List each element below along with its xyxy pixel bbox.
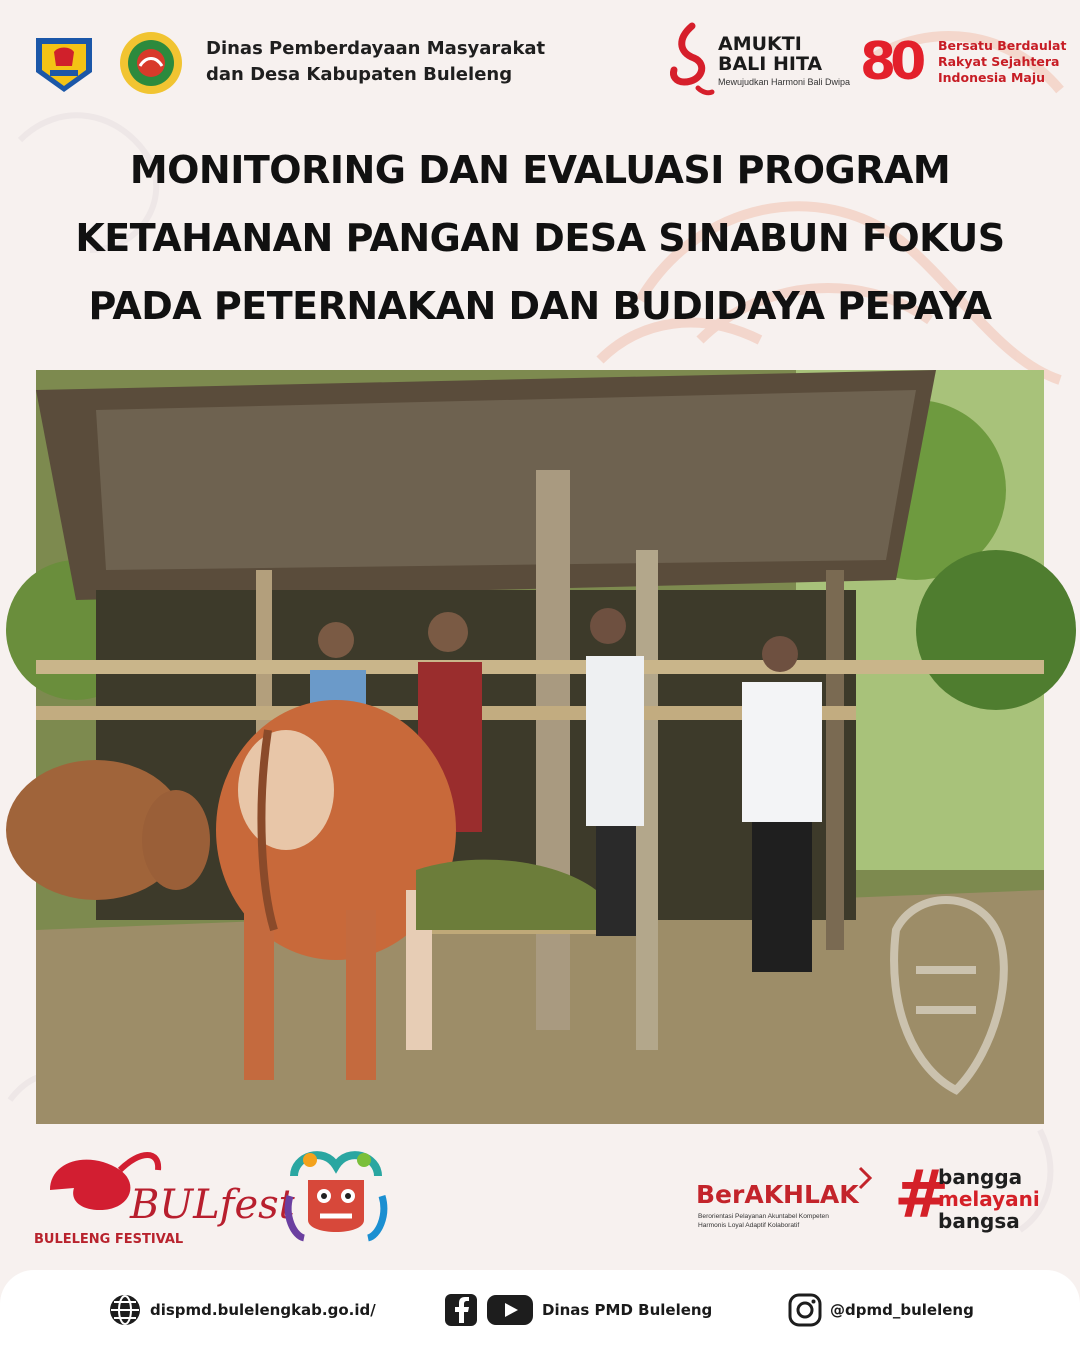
amukti-bali-hita-logo	[668, 22, 851, 98]
hut-number: 80	[860, 32, 921, 92]
hut-ri-80-logo	[860, 30, 1067, 94]
bulfest-script: BULfest	[130, 1182, 295, 1228]
hut-line3: Indonesia Maju	[938, 70, 1046, 85]
bangga-line2: melayani	[938, 1187, 1040, 1211]
main-photo	[36, 370, 1044, 1124]
header	[0, 0, 1080, 120]
org-name-line2: dan Desa Kabupaten Buleleng	[206, 64, 513, 85]
instagram-link[interactable]	[788, 1292, 974, 1328]
berakhlak-word: BerAKHLAK	[696, 1180, 859, 1209]
amukti-tagline: Mewujudkan Harmoni Bali Dwipa	[718, 77, 851, 87]
bangga-line3: bangsa	[938, 1209, 1020, 1233]
bali-province-logo	[32, 32, 96, 96]
youtube-icon[interactable]	[486, 1293, 534, 1327]
berakhlak-sub2: Harmonis Loyal Adaptif Kolaboratif	[698, 1222, 800, 1229]
bulfest-caption: BULELENG FESTIVAL	[34, 1232, 184, 1247]
hut-line1: Bersatu Berdaulat	[938, 38, 1067, 53]
person-white-shirt-2	[742, 636, 822, 972]
website-text: dispmd.bulelengkab.go.id/	[150, 1301, 376, 1319]
facebook-icon[interactable]	[444, 1293, 478, 1327]
page-title	[40, 136, 1040, 340]
hut-line2: Rakyat Sejahtera	[938, 54, 1060, 69]
organization-name	[206, 36, 545, 88]
social-name-text: Dinas PMD Buleleng	[542, 1301, 713, 1319]
hashtag-icon: #	[894, 1156, 950, 1233]
bangga-line1: bangga	[938, 1165, 1023, 1189]
website-link[interactable]	[108, 1292, 376, 1328]
berakhlak-logo	[694, 1168, 874, 1228]
title-line3: PADA PETERNAKAN DAN BUDIDAYA PEPAYA	[88, 284, 992, 328]
bulfest-logo	[30, 1140, 295, 1260]
org-name-line1: Dinas Pemberdayaan Masyarakat	[206, 38, 546, 59]
amukti-line2: BALI HITA	[718, 53, 823, 75]
social-link[interactable]	[444, 1292, 712, 1328]
title-line2: KETAHANAN PANGAN DESA SINABUN FOKUS	[75, 216, 1005, 260]
amukti-swirl-icon	[668, 22, 716, 98]
bangga-melayani-bangsa-logo	[894, 1156, 1064, 1236]
berakhlak-sub1: Berorientasi Pelayanan Akuntabel Kompeten	[698, 1213, 829, 1220]
bulfest-dancer-icon	[30, 1140, 295, 1240]
instagram-icon	[788, 1293, 822, 1327]
amukti-line1: AMUKTI	[718, 33, 802, 55]
globe-icon	[108, 1293, 142, 1327]
instagram-text: @dpmd_buleleng	[830, 1301, 974, 1319]
mask-festival-icon	[284, 1146, 388, 1246]
bamboo-rail	[36, 660, 1044, 674]
dpmd-logo	[118, 30, 184, 96]
title-line1: MONITORING DAN EVALUASI PROGRAM	[129, 148, 951, 192]
footer	[0, 1270, 1080, 1350]
wooden-post	[536, 470, 570, 1030]
